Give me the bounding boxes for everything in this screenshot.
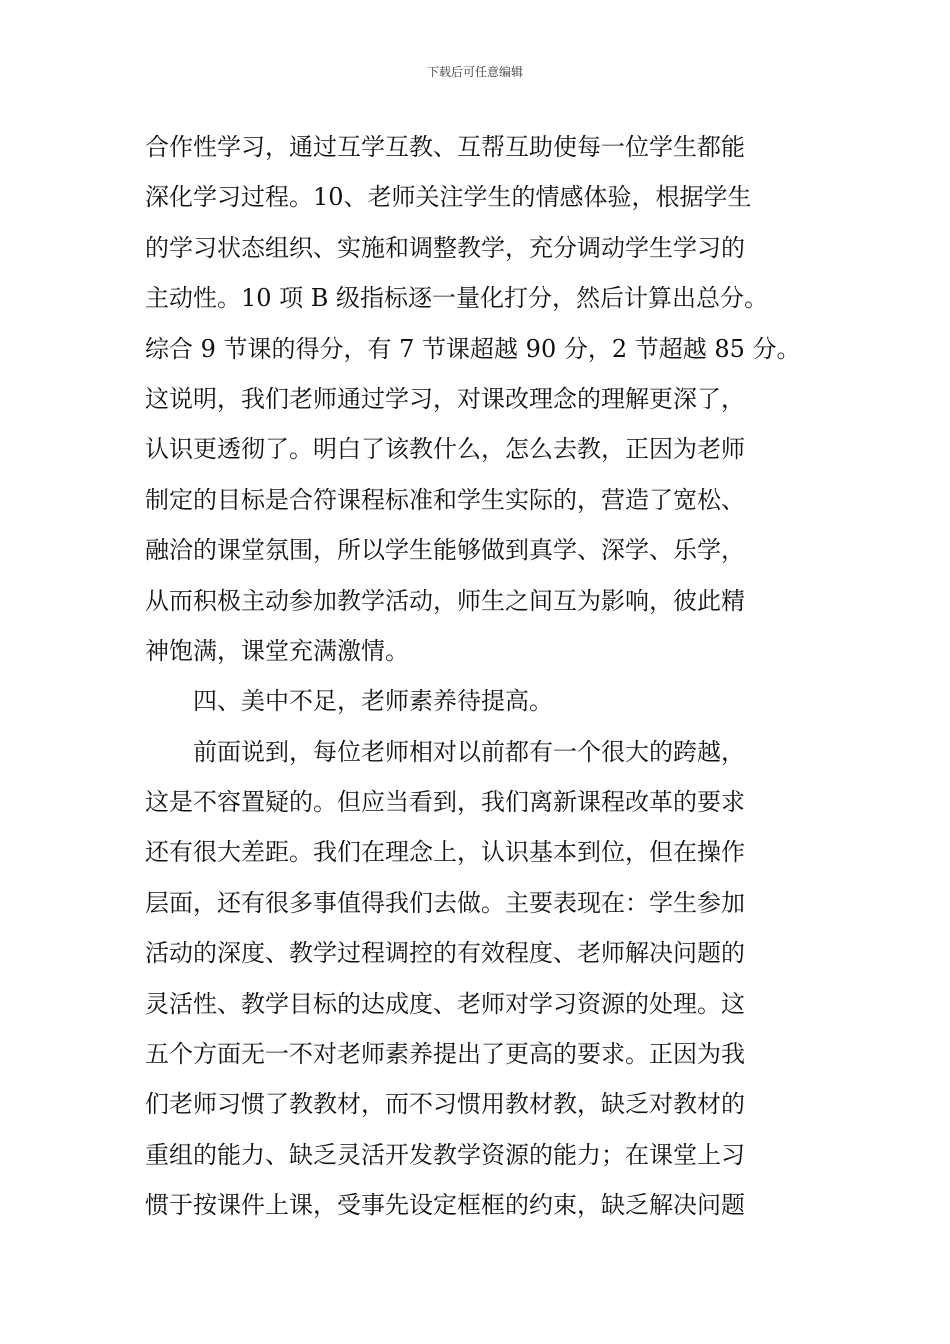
text-line: 五个方面无一不对老师素养提出了更高的要求。正因为我 (145, 1040, 745, 1069)
text-line: 融洽的课堂氛围，所以学生能够做到真学、深学、乐学， (145, 536, 745, 565)
page-header: 下载后可任意编辑 (426, 65, 523, 79)
text-line: 活动的深度、教学过程调控的有效程度、老师解决问题的 (145, 939, 745, 968)
section-heading: 四、美中不足，老师素养待提高。 (193, 687, 553, 716)
text-line: 综合 9 节课的得分，有 7 节课超越 90 分，2 节超越 85 分。 (145, 334, 801, 363)
paragraph-first-line: 前面说到，每位老师相对以前都有一个很大的跨越， (193, 737, 745, 766)
text-line: 这说明，我们老师通过学习，对课改理念的理解更深了， (145, 384, 745, 413)
document-body (145, 122, 809, 1231)
text-line: 合作性学习，通过互学互教、互帮互助使每一位学生都能 (145, 133, 745, 161)
text-line: 这是不容置疑的。但应当看到，我们离新课程改革的要求 (145, 788, 745, 817)
text-line: 的学习状态组织、实施和调整教学，充分调动学生学习的 (145, 233, 745, 262)
text-line: 灵活性、教学目标的达成度、老师对学习资源的处理。这 (145, 989, 745, 1018)
text-line: 深化学习过程。10、老师关注学生的情感体验，根据学生 (145, 183, 752, 212)
text-line: 们老师习惯了教教材，而不习惯用教材教，缺乏对教材的 (145, 1090, 745, 1119)
text-line: 主动性。10 项 B 级指标逐一量化打分，然后计算出总分。 (145, 284, 769, 313)
text-line: 重组的能力、缺乏灵活开发教学资源的能力；在课堂上习 (145, 1140, 745, 1169)
text-line: 还有很大差距。我们在理念上，认识基本到位，但在操作 (145, 838, 745, 867)
text-line: 神饱满，课堂充满激情。 (145, 636, 409, 665)
text-line: 惯于按课件上课，受事先设定框框的约束，缺乏解决问题 (145, 1191, 745, 1220)
text-line: 认识更透彻了。明白了该教什么，怎么去教，正因为老师 (145, 435, 745, 464)
text-line: 从而积极主动参加教学活动，师生之间互为影响，彼此精 (145, 586, 745, 615)
text-line: 制定的目标是合符课程标准和学生实际的，营造了宽松、 (145, 485, 745, 514)
text-line: 层面，还有很多事值得我们去做。主要表现在：学生参加 (145, 888, 745, 917)
